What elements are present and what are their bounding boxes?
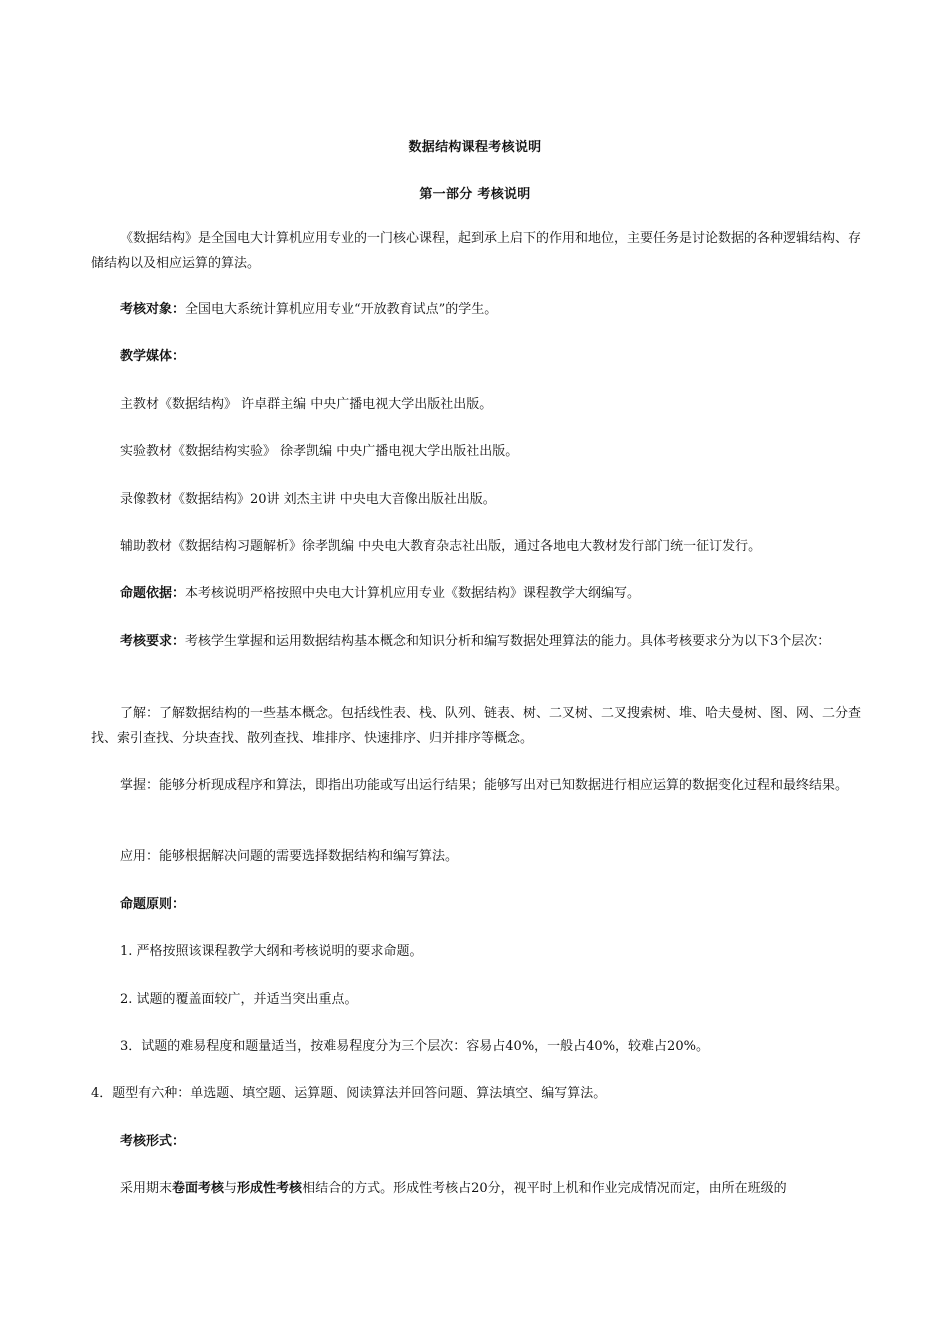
form-text: 相结合的方式。形成性考核占20分，视平时上机和作业完成情况而定，由所在班级的 [302, 1181, 787, 1196]
target-label: 考核对象： [120, 302, 186, 317]
requirement-text: 考核学生掌握和运用数据结构基本概念和知识分析和编写数据处理算法的能力。具体考核要求分为以下3个层次： [185, 634, 831, 649]
media-item: 实验教材《数据结构实验》 徐孝凯编 中央广播电视大学出版社出版。 [120, 444, 519, 459]
target-paragraph [91, 297, 861, 322]
level-master: 掌握：能够分析现成程序和算法，即指出功能或写出运行结果；能够写出对已知数据进行相应运算的数据变化过程和最终结果。 [120, 778, 849, 793]
basis-text: 本考核说明严格按照中央电大计算机应用专业《数据结构》课程教学大纲编写。 [185, 586, 641, 601]
media-item: 主教材《数据结构》 许卓群主编 中央广播电视大学出版社出版。 [120, 397, 493, 412]
intro-paragraph: 《数据结构》是全国电大计算机应用专业的一门核心课程，起到承上启下的作用和地位，主要任务是讨论数据的各种逻辑结构、存储结构以及相应运算的算法。 [91, 231, 862, 271]
requirement-paragraph [91, 629, 861, 654]
target-text: 全国电大系统计算机应用专业“开放教育试点”的学生。 [185, 302, 498, 317]
media-item: 录像教材《数据结构》20讲 刘杰主讲 中央电大音像出版社出版。 [120, 492, 496, 507]
basis-paragraph [91, 581, 861, 606]
level-apply: 应用：能够根据解决问题的需要选择数据结构和编写算法。 [120, 849, 459, 864]
principle-item: 4．题型有六种：单选题、填空题、运算题、阅读算法并回答问题、算法填空、编写算法。 [91, 1086, 607, 1101]
form-text: 与 [224, 1181, 238, 1196]
form-bold-text: 形成性考核 [237, 1181, 303, 1196]
form-bold-text: 卷面考核 [172, 1181, 225, 1196]
form-heading: 考核形式： [120, 1134, 186, 1149]
media-item: 辅助教材《数据结构习题解析》徐孝凯编 中央电大教育杂志社出版，通过各地电大教材发行部门统一征订发行。 [120, 539, 762, 554]
principle-item: 1. 严格按照该课程教学大纲和考核说明的要求命题。 [120, 944, 423, 959]
principle-item: 2. 试题的覆盖面较广，并适当突出重点。 [120, 992, 358, 1007]
principles-heading: 命题原则： [120, 897, 186, 912]
form-text: 采用期末 [120, 1181, 173, 1196]
level-understand: 了解：了解数据结构的一些基本概念。包括线性表、栈、队列、链表、树、二叉树、二叉搜索树、堆、哈夫曼树、图、网、二分查找、索引查找、分块查找、散列查找、堆排序、快速排序、归并排序等概念。 [91, 706, 862, 746]
media-heading: 教学媒体： [120, 349, 186, 364]
requirement-label: 考核要求： [120, 634, 186, 649]
principle-item: 3．试题的难易程度和题量适当，按难易程度分为三个层次：容易占40%，一般占40%，较难占20%。 [120, 1039, 709, 1054]
document-title: 数据结构课程考核说明 [408, 140, 542, 155]
form-paragraph [91, 1176, 861, 1201]
basis-label: 命题依据： [120, 586, 186, 601]
part-heading: 第一部分 考核说明 [419, 187, 531, 202]
